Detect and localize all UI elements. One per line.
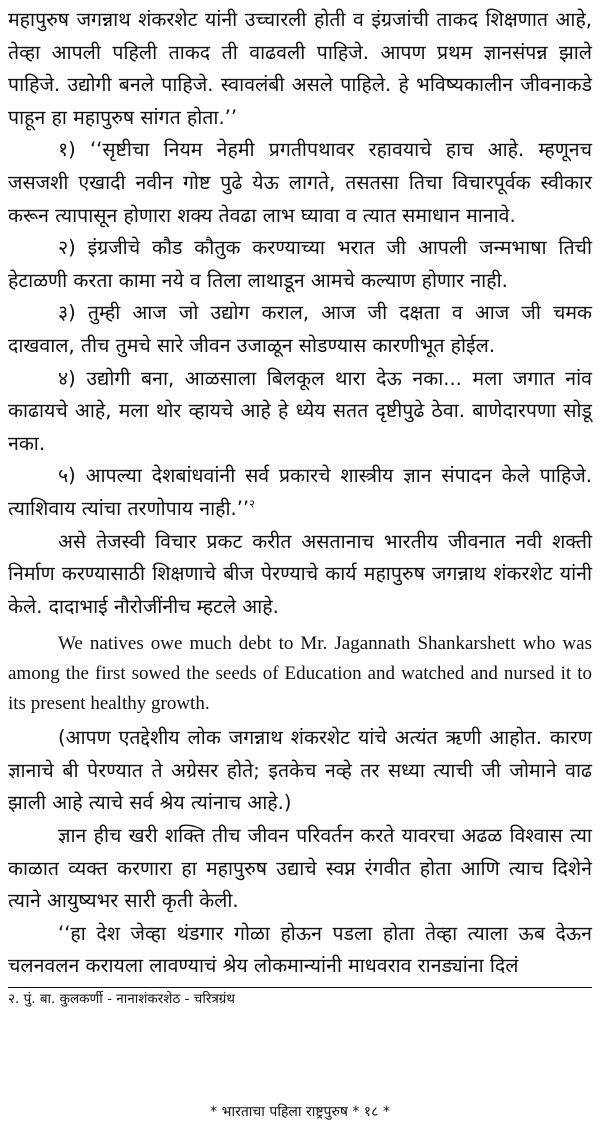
paragraph-intro: महापुरुष जगन्नाथ शंकरशेट यांनी उच्चारली होती व इंग्रजांची ताकद शिक्षणात आहे, तेव्हा आपली पहिली ताकद ती वाढवली पाहिजे. आपण प्रथम ज्ञानसंपन्न झाले पाहिजे. उद्योगी बनले पाहिजे. स्वावलंबी असले पाहिले. हे भविष्यकालीन जीवनाकडे पाहून हा महापुरुष सांगत होता.’’ [8, 8, 592, 129]
paragraph-point-5 [8, 460, 592, 525]
page-footer: * भारताचा पहिला राष्ट्रपुरुष * १८ * [210, 1104, 390, 1120]
paragraph-summary: असे तेजस्वी विचार प्रकट करीत असतानाच भारतीय जीवनात नवी शक्ती निर्माण करण्यासाठी शिक्षणाचे बीज पेरण्याचे कार्य महापुरुष जगन्नाथ शंकरशेट यांनी केले. दादाभाई नौरोजींनीच म्हटले आहे. [8, 529, 592, 618]
page-body [8, 4, 592, 1010]
footnote: २. पुं. बा. कुलकर्णी - नानाशंकरशेठ - चरित्रग्रंथ [8, 991, 236, 1008]
paragraph-point-3: ३) तुम्ही आज जो उद्योग कराल, आज जी दक्षता व आज जी चमक दाखवाल, तीच तुमचे सारे जीवन उजाळून सोडण्यास कारणीभूत होईल. [8, 301, 592, 357]
footnote-marker: २ [249, 497, 255, 511]
paragraph-quote-continued: ‘‘हा देश जेव्हा थंडगार गोळा होऊन पडला होता तेव्हा त्याला ऊब देऊन चलनवलन करायला लावण्याचं श्रेय लोकमान्यांनी माधवराव रानड्यांना दिलं [8, 921, 592, 978]
paragraph-conviction: ज्ञान हीच खरी शक्ति तीच जीवन परिवर्तन करते यावरचा अढळ विश्वास त्या काळात व्यक्त करणारा हा महापुरुष उद्याचे स्वप्न रंगवीत होता आणि त्याच दिशेने त्याने आयुष्यभर सारी कृती केली. [8, 824, 592, 913]
paragraph-point-5-text: ५) आपल्या देशबांधवांनी सर्व प्रकारचे शास्त्रीय ज्ञान संपादन केले पाहिजे. त्याशिवाय त्यांचा तरणोपाय नाही.’’ [8, 464, 592, 520]
english-quote: We natives owe much debt to Mr. Jagannath Shankarshett who was among the first sowed the seeds of Education and watched and nursed it to its present healthy growth. [8, 633, 592, 715]
paragraph-translation: (आपण एतद्देशीय लोक जगन्नाथ शंकरशेट यांचे अत्यंत ऋणी आहोत. कारण ज्ञानाचे बी पेरण्यात ते अग्रेसर होते; इतकेच नव्हे तर सध्या त्याची जी जोमाने वाढ झाली आहे त्याचे सर्व श्रेय त्यांनाच आहे.) [8, 726, 592, 815]
paragraph-point-2: २) इंग्रजीचे कौड कौतुक करण्याच्या भरात जी आपली जन्मभाषा तिची हेटाळणी करता कामा नये व तिला लाथाडून आमचे कल्याण होणार नाही. [8, 236, 592, 292]
paragraph-point-4: ४) उद्योगी बना, आळसाला बिलकूल थारा देऊ नका... मला जगात नांव काढायचे आहे, मला थोर व्हायचे आहे हे ध्येय सतत दृष्टीपुढे ठेवा. बाणेदारपणा सोडू नका. [8, 366, 592, 455]
paragraph-point-1: १) ‘‘सृष्टीचा नियम नेहमी प्रगतीपथावर रहावयाचे हाच आहे. म्हणूनच जसजशी एखादी नवीन गोष्ट पुढे येऊ लागते, तसतसा तिचा विचारपूर्वक स्वीकार करून त्यापासून होणारा शक्य तेवढा लाभ घ्यावा व त्यात समाधान मानावे. [8, 138, 592, 227]
